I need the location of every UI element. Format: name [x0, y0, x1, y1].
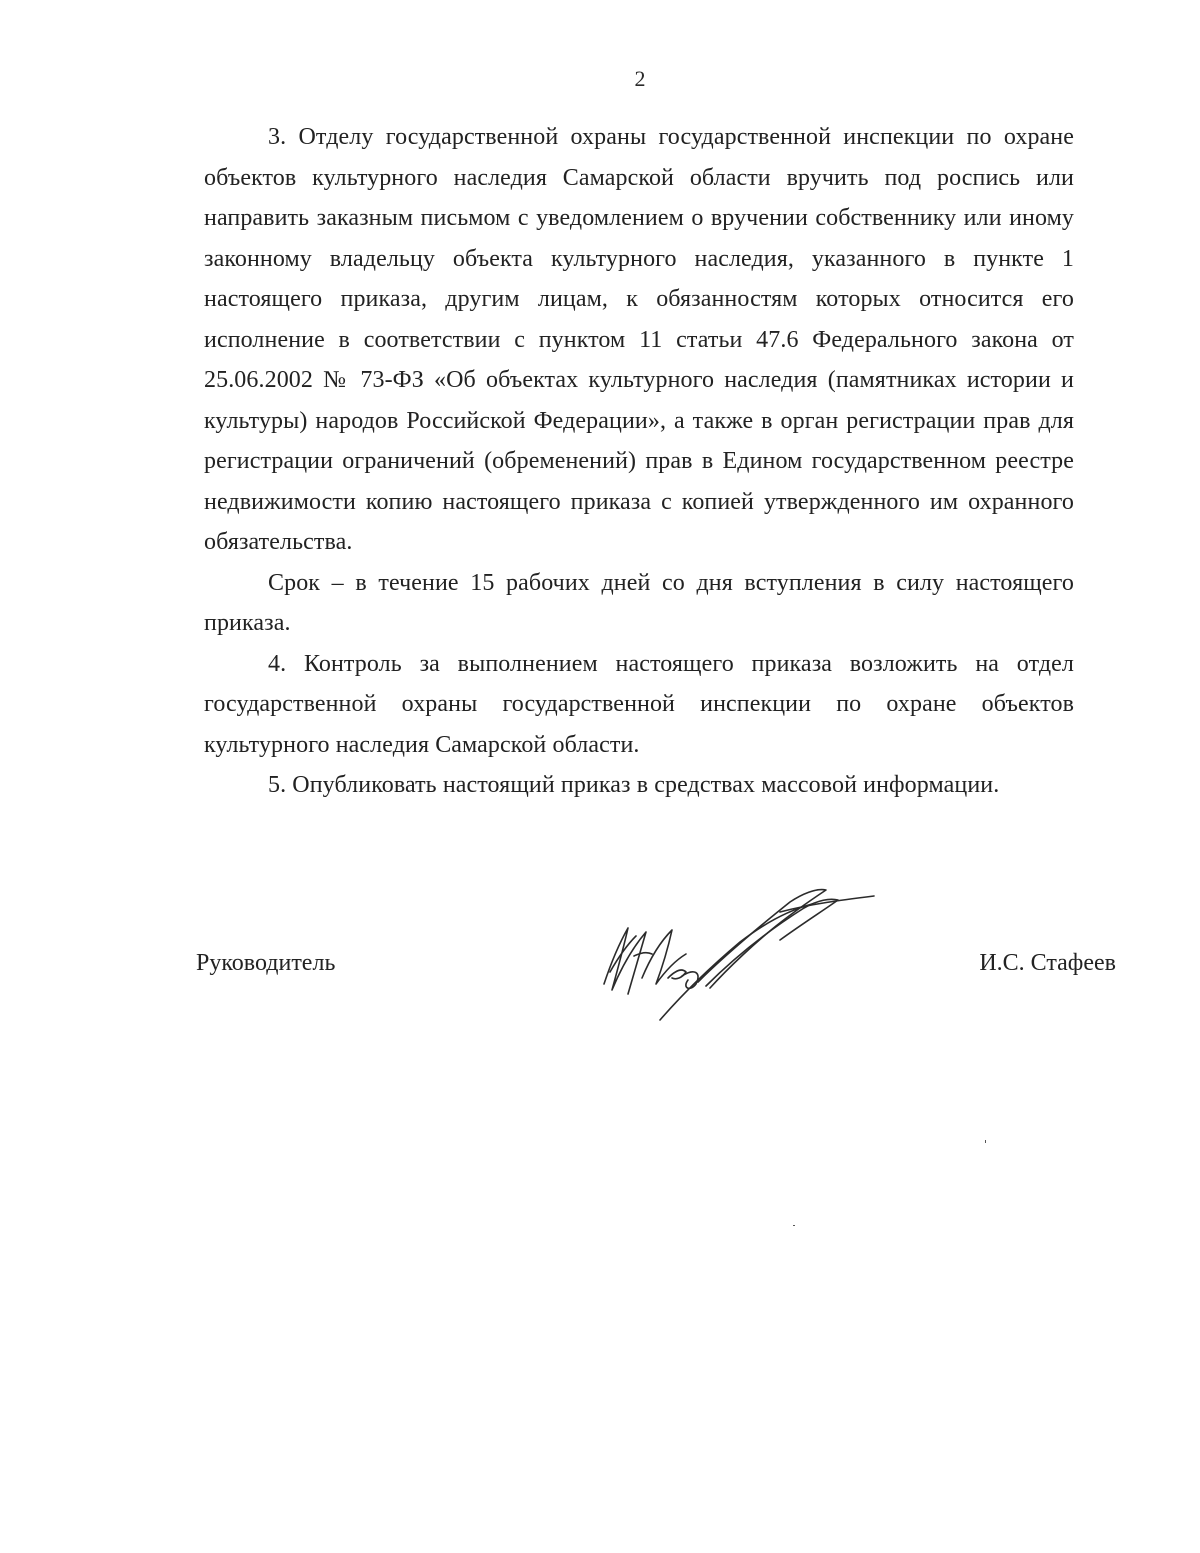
paragraph-item-3: 3. Отделу государственной охраны государственной инспекции по охране объектов культурного наследия Самарской области вручить под роспись или направить заказным письмом с уведомлением о вручении собственнику или иному законному владельцу объекта культурного наследия, указанного в пункте 1 настоящего приказа, другим лицам, к обязанностям которых относится его исполнение в соответствии с пунктом 11 статьи 47.6 Федерального закона от 25.06.2002 № 73-ФЗ «Об объектах культурного наследия (памятниках истории и культуры) народов Российской Федерации», а также в орган регистрации прав для регистрации ограничений (обременений) прав в Едином государственном реестре недвижимости копию настоящего приказа с копией утвержденного им охранного обязательства.: [204, 124, 1074, 555]
signer-title: Руководитель: [196, 950, 336, 976]
paragraph-item-4: 4. Контроль за выполнением настоящего приказа возложить на отдел государственной охраны государственной инспекции по охране объектов культурного наследия Самарской области.: [204, 650, 1074, 758]
page-number: 2: [634, 66, 646, 91]
signer-name: И.С. Стафеев: [979, 950, 1116, 976]
document-body: [204, 117, 1074, 806]
paragraph-item-5: 5. Опубликовать настоящий приказ в средствах массовой информации.: [268, 772, 1000, 798]
scan-speck: [793, 1225, 795, 1226]
scan-speck: [985, 1140, 986, 1143]
paragraph-deadline: Срок – в течение 15 рабочих дней со дня вступления в силу настоящего приказа.: [204, 569, 1074, 636]
handwritten-signature: [590, 880, 890, 1030]
